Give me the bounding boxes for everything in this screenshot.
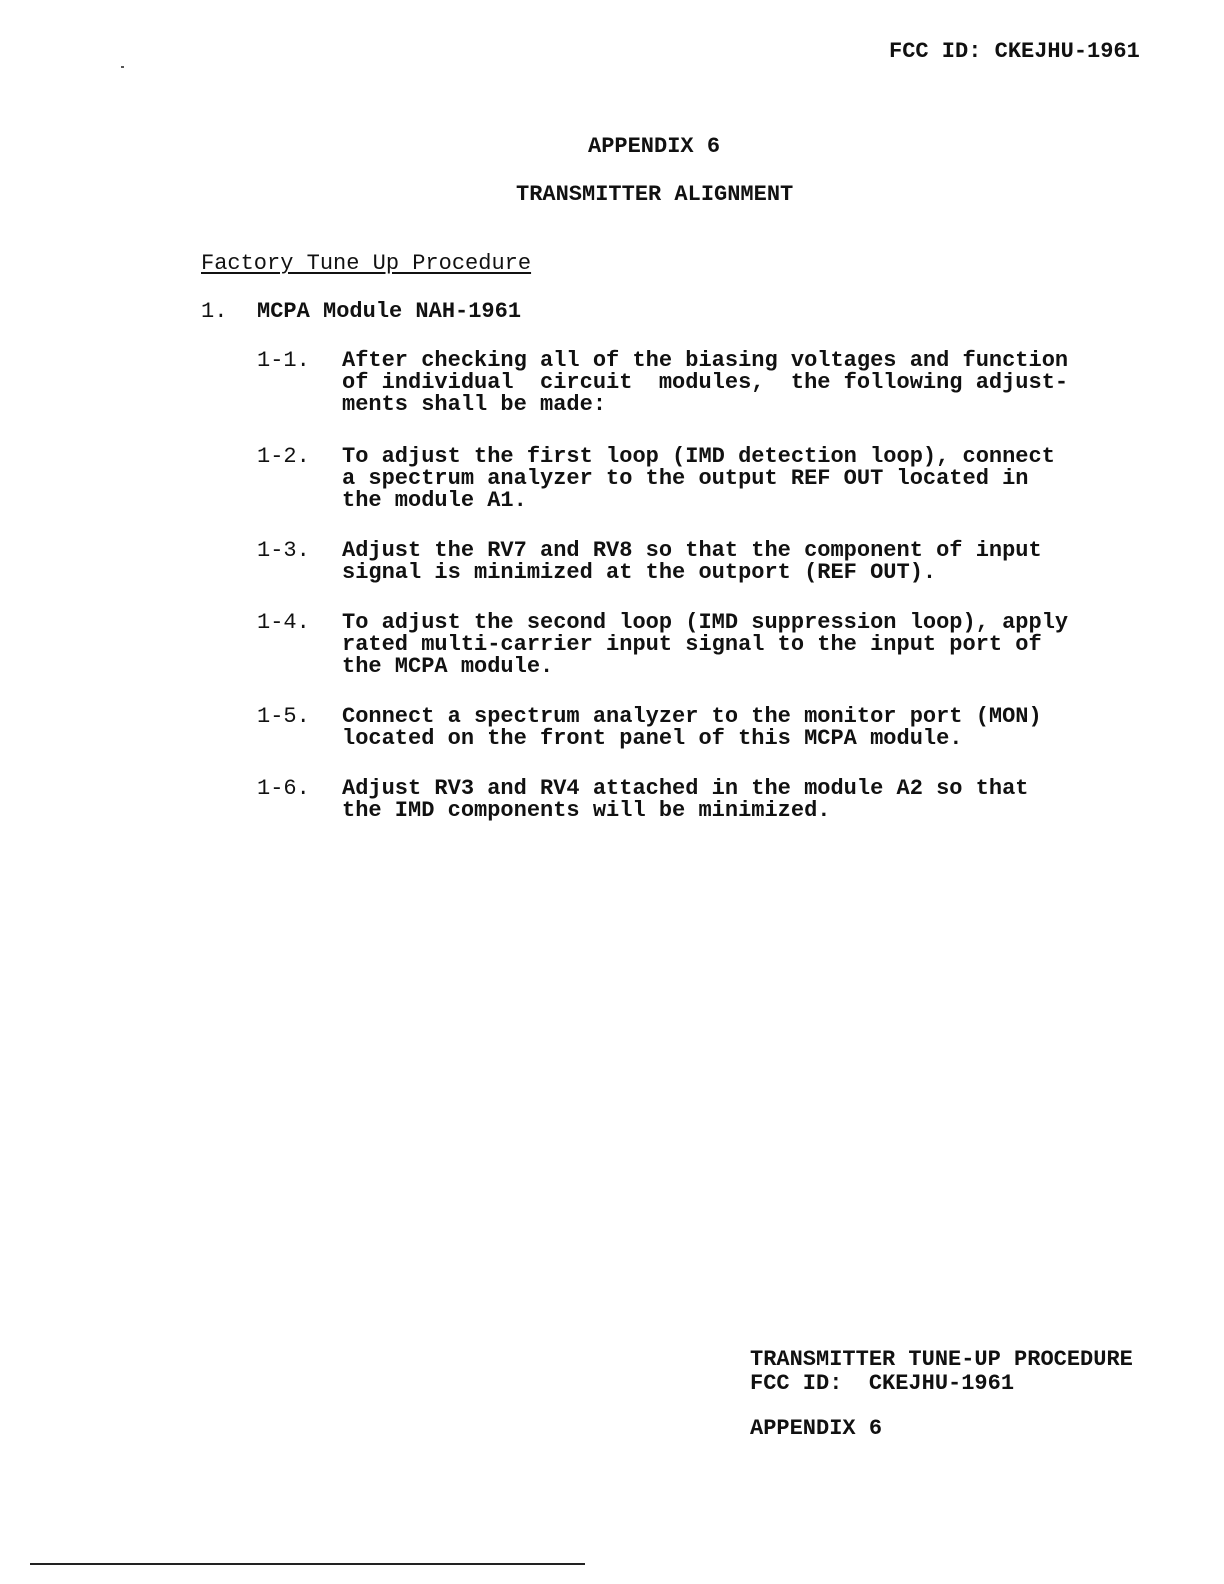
step-number: 1-3. [257, 538, 310, 563]
bottom-rule [30, 1563, 585, 1565]
step-number: 1-4. [257, 610, 310, 635]
step-text: Connect a spectrum analyzer to the monitor port (MON) located on the front panel of this MCPA module. [342, 704, 1042, 751]
step-text: To adjust the first loop (IMD detection loop), connect a spectrum analyzer to the output REF OUT located in the module A1. [342, 444, 1055, 513]
scan-mark [121, 66, 124, 68]
footer-fcc-id: FCC ID: CKEJHU-1961 [750, 1371, 1015, 1396]
step-number: 1-5. [257, 704, 310, 729]
procedure-heading: Factory Tune Up Procedure [201, 251, 532, 276]
section-title: TRANSMITTER ALIGNMENT [516, 182, 794, 207]
step-number: 1-1. [257, 348, 310, 373]
step-number: 1-6. [257, 776, 310, 801]
item-number: 1. [201, 299, 228, 324]
step-text: Adjust RV3 and RV4 attached in the module A2 so that the IMD components will be minimized. [342, 776, 1029, 823]
appendix-title: APPENDIX 6 [588, 134, 721, 159]
footer-appendix: APPENDIX 6 [750, 1416, 883, 1441]
step-number: 1-2. [257, 444, 310, 469]
step-text: To adjust the second loop (IMD suppression loop), apply rated multi-carrier input signal to the input port of the MCPA module. [342, 610, 1069, 679]
footer-title: TRANSMITTER TUNE-UP PROCEDURE [750, 1347, 1133, 1372]
step-text: After checking all of the biasing voltages and function of individual circuit modules, the following adjust- ments shall be made: [342, 348, 1069, 417]
header-fcc-id: FCC ID: CKEJHU-1961 [889, 39, 1140, 64]
item-label: MCPA Module NAH-1961 [257, 299, 522, 324]
footer-block [750, 1347, 1133, 1441]
step-text: Adjust the RV7 and RV8 so that the component of input signal is minimized at the outport (REF OUT). [342, 538, 1042, 585]
